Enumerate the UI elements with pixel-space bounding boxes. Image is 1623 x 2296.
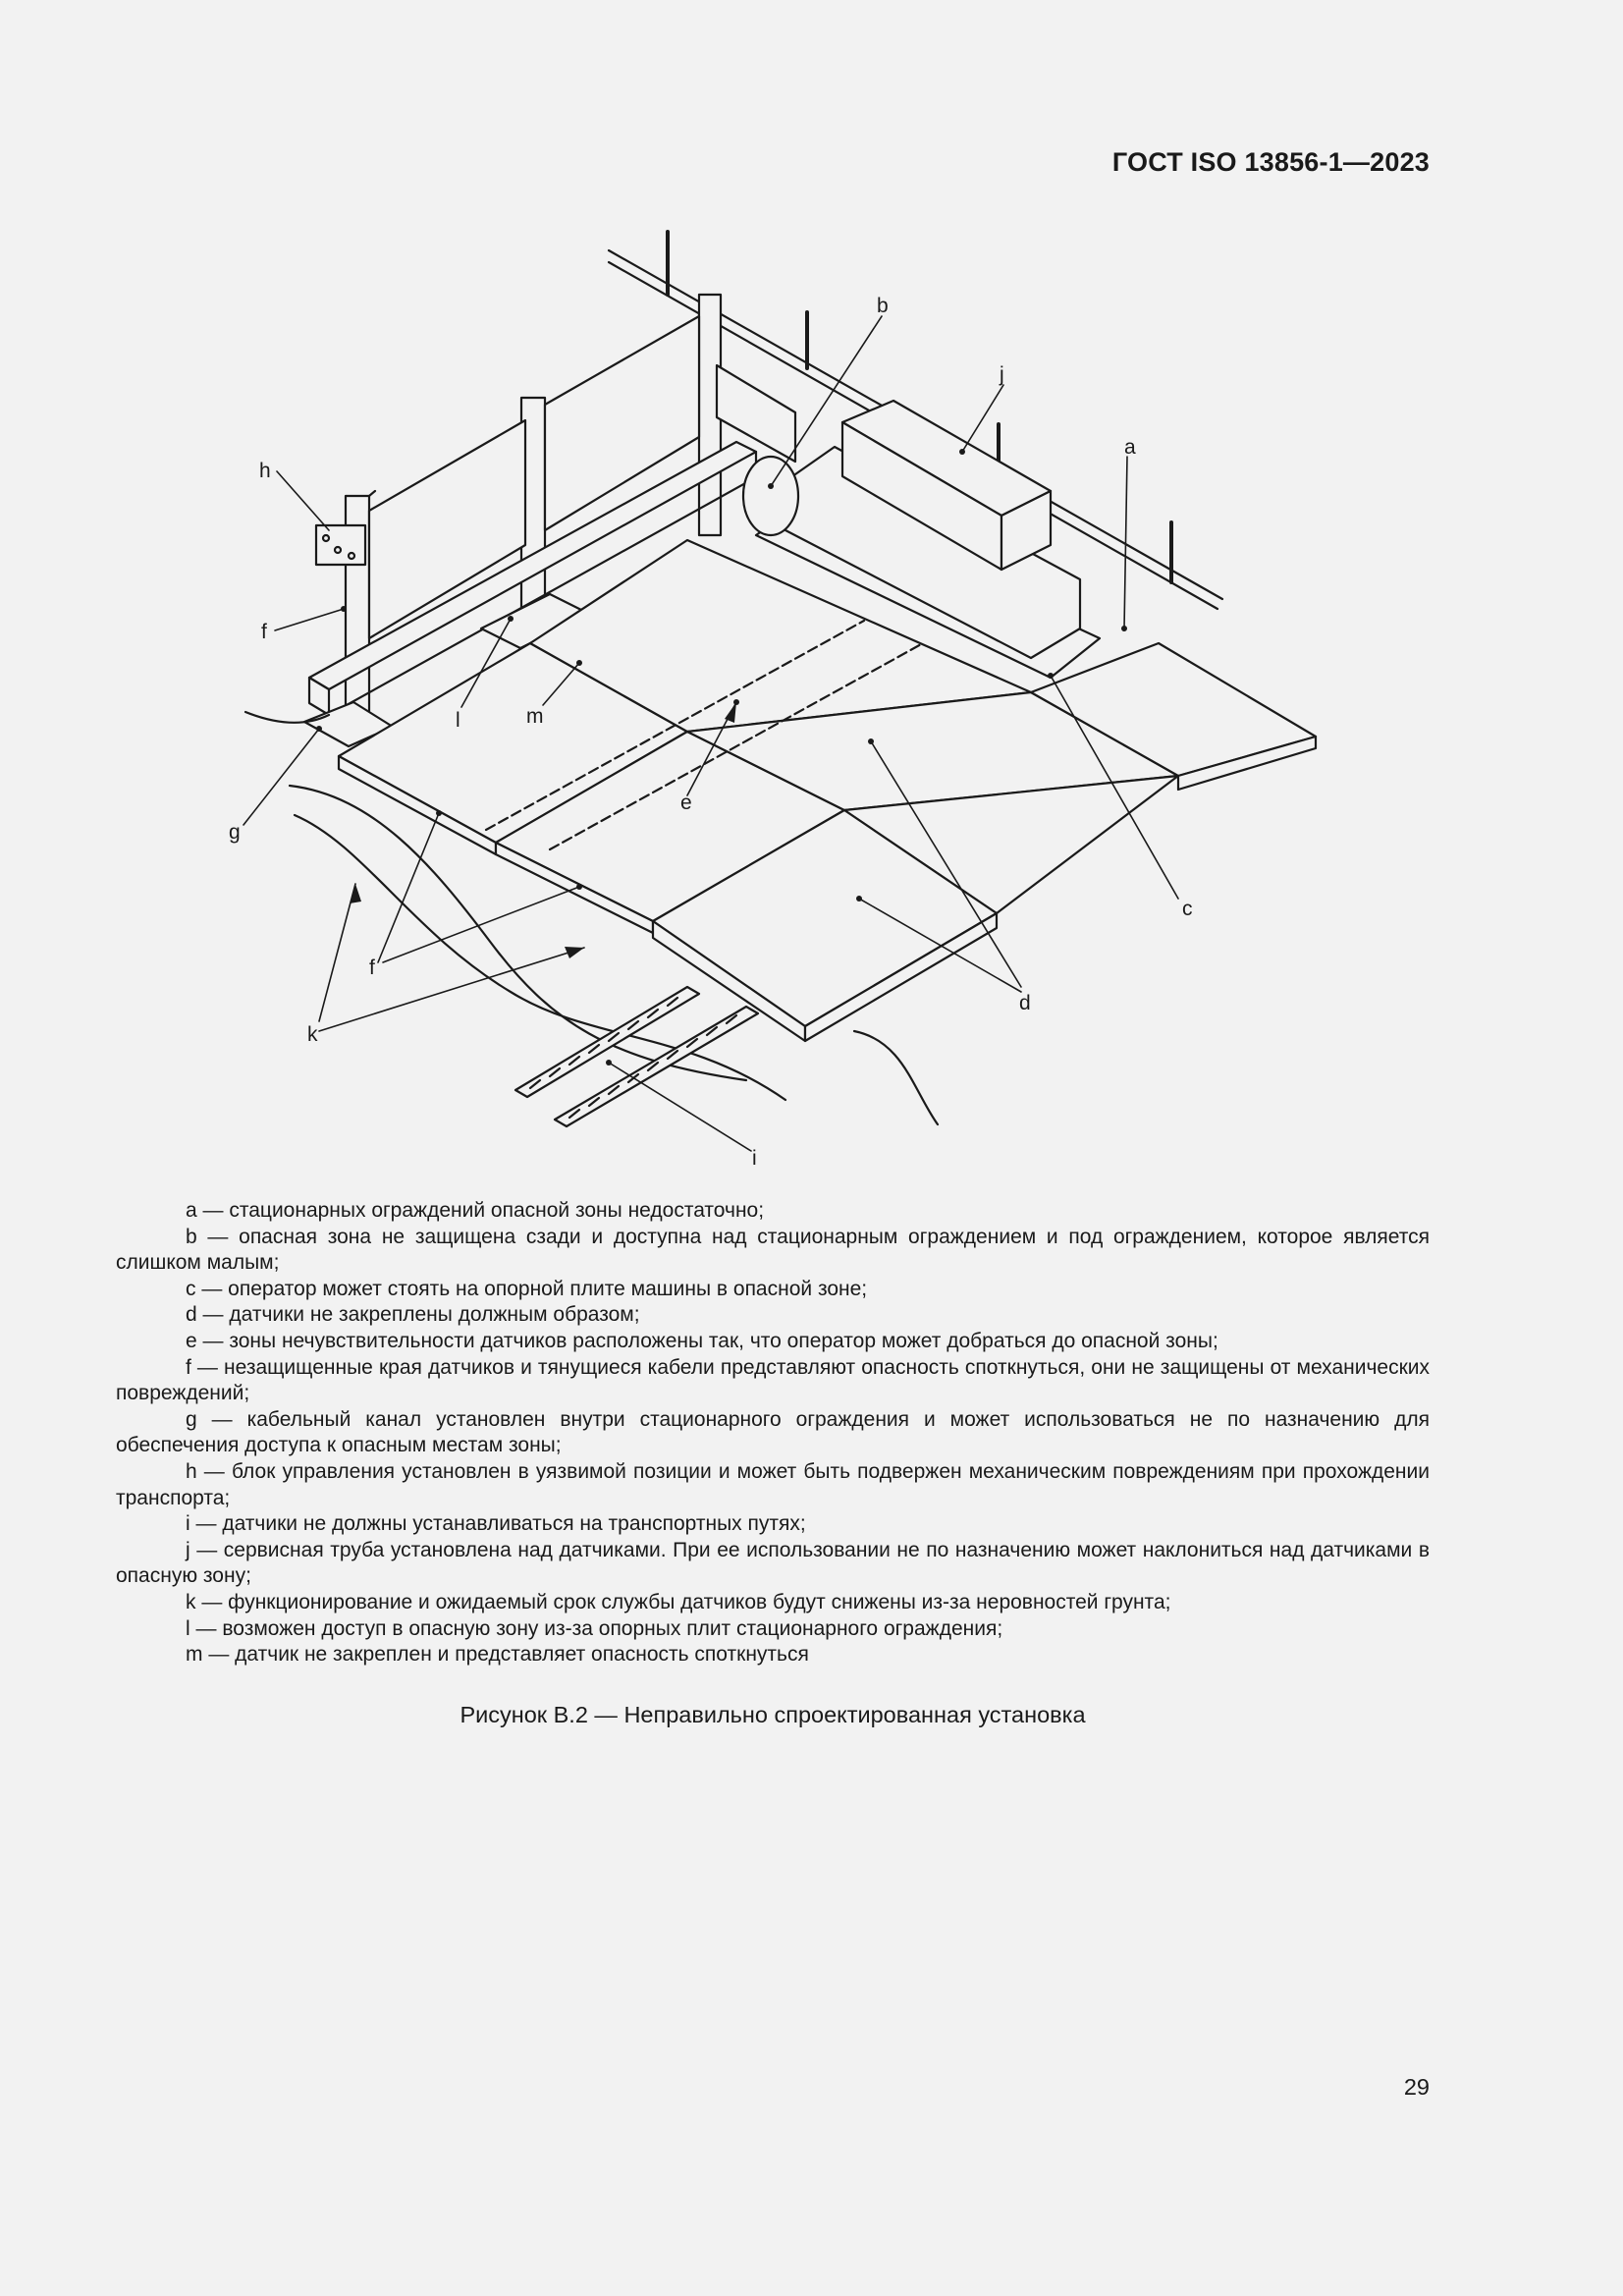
label-k: k xyxy=(307,1023,318,1046)
label-c: c xyxy=(1182,898,1193,920)
legend-item-l: l — возможен доступ в опасную зону из-за опорных плит стационарного ограждения; xyxy=(186,1616,1003,1640)
legend-item-h: h — блок управления установлен в уязвимой позиции и может быть подвержен механическим повреждениям при прохождении транспорта; xyxy=(116,1459,1430,1509)
label-m: m xyxy=(526,705,544,728)
label-f-upper: f xyxy=(261,621,267,643)
legend-item-e: e — зоны нечувствительности датчиков расположены так, что оператор может добраться до опасной зоны; xyxy=(186,1329,1218,1352)
label-f-lower: f xyxy=(369,957,375,979)
legend-item-a: a — стационарных ограждений опасной зоны недостаточно; xyxy=(186,1199,765,1222)
label-d: d xyxy=(1019,992,1031,1014)
legend-item-d: d — датчики не закреплены должным образом; xyxy=(186,1303,640,1327)
label-b: b xyxy=(877,295,889,317)
figure-caption: Рисунок В.2 — Неправильно спроектированная установка xyxy=(460,1702,1086,1727)
legend-item-b: b — опасная зона не защищена сзади и доступна над стационарным ограждением и под ограждением, которое является слишком малым; xyxy=(116,1225,1430,1275)
legend-item-j: j — сервисная труба установлена над датчиками. При ее использовании не по назначению может наклониться над датчиками в опасную зону; xyxy=(116,1538,1430,1588)
legend-item-g: g — кабельный канал установлен внутри стационарного ограждения и может использоваться не по назначению для обеспечения доступа к опасным местам зоны; xyxy=(116,1407,1430,1457)
document-header-title: ГОСТ ISO 13856-1—2023 xyxy=(1111,147,1430,177)
legend-item-k: k — функционирование и ожидаемый срок службы датчиков будут снижены из-за неровностей грунта; xyxy=(186,1590,1171,1613)
figure-legend xyxy=(116,1198,1430,1668)
label-l: l xyxy=(456,709,460,732)
legend-item-f: f — незащищенные края датчиков и тянущиеся кабели представляют опасность споткнуться, они не защищены от механических повреждений; xyxy=(116,1355,1430,1405)
label-h: h xyxy=(259,460,271,482)
legend-item-m: m — датчик не закреплен и представляет опасность споткнуться xyxy=(186,1643,809,1667)
label-j: j xyxy=(1000,363,1004,386)
label-i: i xyxy=(752,1147,757,1170)
legend-item-i: i — датчики не должны устанавливаться на транспортных путях; xyxy=(186,1512,806,1536)
label-e: e xyxy=(680,792,692,814)
label-a: a xyxy=(1124,436,1136,459)
label-g: g xyxy=(229,821,241,844)
page-number: 29 xyxy=(1403,2074,1430,2100)
legend-item-c: c — оператор может стоять на опорной плите машины в опасной зоне; xyxy=(186,1277,868,1300)
